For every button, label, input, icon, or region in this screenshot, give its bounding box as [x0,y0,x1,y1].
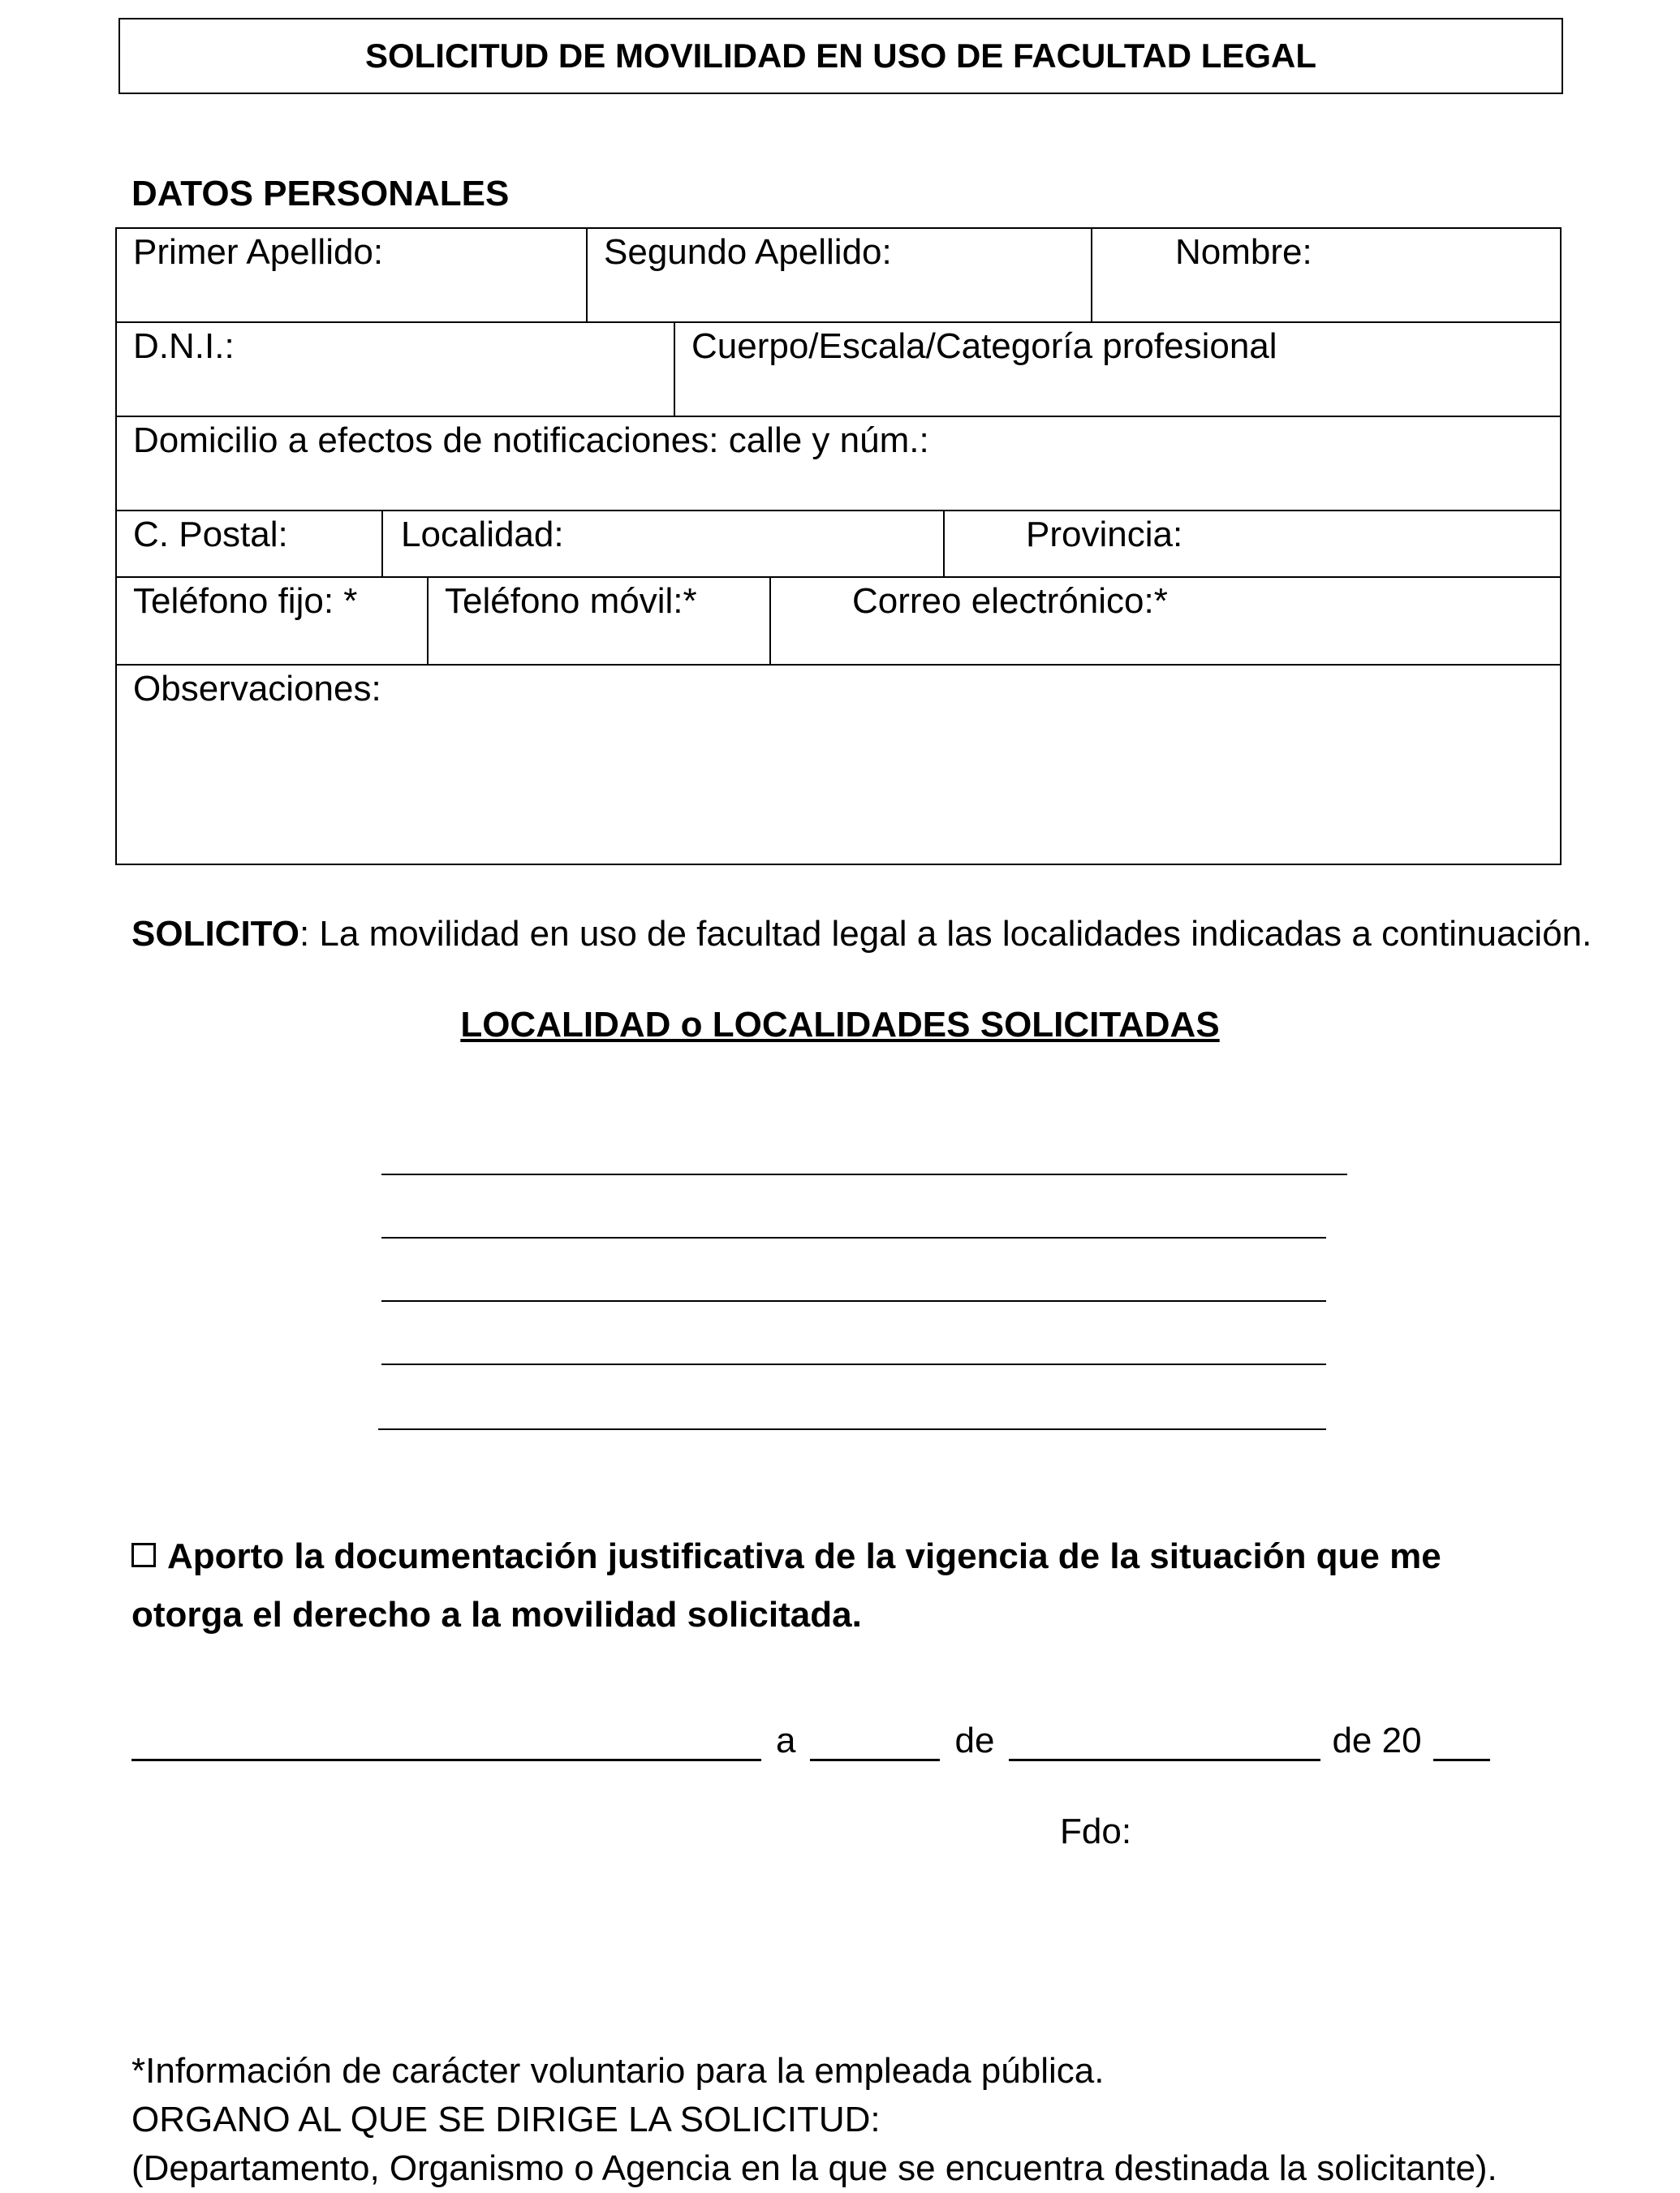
date-de-label: de [954,1721,995,1760]
request-statement [131,914,1592,954]
table-col-divider [381,510,383,576]
locality-line [381,1174,1347,1175]
checkbox-icon[interactable] [131,1543,156,1567]
footer-line-voluntary: *Información de carácter voluntario para la empleada pública. [131,2051,1105,2091]
table-col-divider [769,576,771,664]
locality-line [378,1428,1326,1430]
field-dni: D.N.I.: [133,326,235,366]
table-col-divider [586,227,588,321]
field-provincia: Provincia: [1026,515,1183,554]
locality-line [381,1237,1326,1239]
table-col-divider [427,576,429,664]
footer-notes [131,2047,1497,2193]
table-row-divider [115,576,1562,578]
field-cuerpo: Cuerpo/Escala/Categoría profesional [691,326,1277,366]
month-blank [1009,1726,1320,1761]
table-row-divider [115,510,1562,511]
field-localidad: Localidad: [401,515,564,554]
request-text: : La movilidad en uso de facultad legal a las localidades indicadas a continuación. [299,914,1592,954]
locality-line [381,1364,1326,1365]
date-line [131,1721,1490,1761]
field-domicilio: Domicilio a efectos de notificaciones: calle y núm.: [133,420,929,460]
signature-label: Fdo: [1060,1812,1132,1851]
locality-line [381,1300,1326,1302]
table-col-divider [943,510,945,576]
page-title: SOLICITUD DE MOVILIDAD EN USO DE FACULTAD LEGAL [118,18,1563,94]
date-year-label: de 20 [1332,1721,1422,1760]
localities-title: LOCALIDAD o LOCALIDADES SOLICITADAS [460,1005,1220,1045]
field-telefono-movil: Teléfono móvil:* [445,581,697,621]
table-row-divider [115,664,1562,666]
field-correo: Correo electrónico:* [852,581,1168,621]
field-codigo-postal: C. Postal: [133,515,288,554]
section-label-datos-personales: DATOS PERSONALES [131,174,510,213]
field-segundo-apellido: Segundo Apellido: [604,232,892,272]
date-a-label: a [776,1721,796,1760]
field-nombre: Nombre: [1175,232,1312,272]
year-blank [1433,1726,1490,1761]
field-telefono-fijo: Teléfono fijo: * [133,581,358,621]
table-col-divider [1091,227,1092,321]
day-blank [810,1726,940,1761]
footer-line-organo: ORGANO AL QUE SE DIRIGE LA SOLICITUD: [131,2100,881,2139]
documentation-text: Aporto la documentación justificativa de la vigencia de la situación que me otorga el derecho a la movilidad solicitada. [131,1536,1441,1635]
documentation-statement [131,1527,1544,1644]
table-row-divider [115,416,1562,417]
field-observaciones: Observaciones: [133,669,381,709]
request-keyword: SOLICITO [131,914,299,954]
place-blank [131,1726,761,1761]
footer-line-departamento: (Departamento, Organismo o Agencia en la que se encuentra destinada la solicitante). [131,2148,1497,2188]
table-col-divider [674,321,675,416]
field-primer-apellido: Primer Apellido: [133,232,384,272]
table-row-divider [115,321,1562,323]
